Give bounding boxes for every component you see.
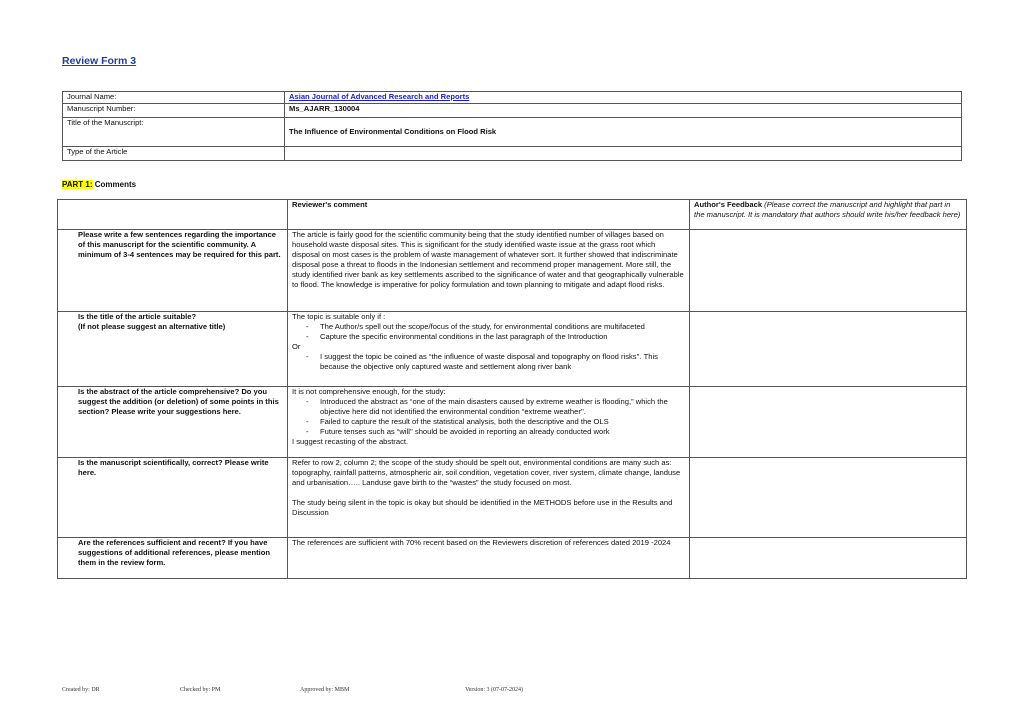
type-value	[285, 147, 962, 161]
type-label: Type of the Article	[63, 147, 285, 161]
table-row: Is the manuscript scientifically, correct? Please write here. Refer to row 2, column 2; the scope of the study should be spelt out, environmental conditions are many such as: topography, rainfall patterns, atmospheric air, soil condition, vegetation cover, river system, climate change, landuse and urbanisation….. Landuse gave birth to the “wastes” the study focused on most. The study being silent in the topic is okay but should be identified in the METHODS before use in the Results and Discussion	[58, 458, 967, 538]
author-feedback-cell[interactable]	[690, 458, 967, 538]
footer-approved: Approved by: MBM	[300, 687, 350, 693]
manuscript-info-table	[62, 91, 962, 161]
header-reviewer: Reviewer's comment	[288, 200, 690, 230]
author-feedback-cell[interactable]	[690, 538, 967, 579]
journal-label: Journal Name:	[63, 92, 285, 104]
number-label: Manuscript Number:	[63, 104, 285, 118]
author-feedback-cell[interactable]	[690, 230, 967, 312]
journal-link[interactable]: Asian Journal of Advanced Research and Reports	[289, 92, 470, 101]
comments-table	[57, 199, 967, 579]
author-feedback-cell[interactable]	[690, 312, 967, 387]
title-label: Title of the Manuscript:	[63, 118, 285, 147]
table-row: Is the abstract of the article comprehensive? Do you suggest the addition (or deletion) of some points in this section? Please write your suggestions here. It is not comprehensive enough, for the study: - Introduced the abstract as “one of the main disasters caused by extreme weather is flooding,” which the objective here did not identified the environmental condition “extreme weather''. - Failed to capture the result of the statistical analysis, both the descriptive and the OLS - Future tenses such as “will'' should be avoided in reporting an already conducted work I suggest recasting of the abstract.	[58, 387, 967, 458]
header-question	[58, 200, 288, 230]
footer-checked: Checked by: PM	[180, 687, 221, 693]
header-author: Author's Feedback (Please correct the manuscript and highlight that part in the manuscript. It is mandatory that authors should write his/her feedback here)	[690, 200, 967, 230]
footer-version: Version: 3 (07-07-2024)	[465, 687, 523, 693]
footer-created: Created by: DR	[62, 687, 100, 693]
number-value: Ms_AJARR_130004	[285, 104, 962, 118]
author-feedback-cell[interactable]	[690, 387, 967, 458]
table-row: Are the references sufficient and recent? If you have suggestions of additional references, please mention them in the review form. The references are sufficient with 70% recent based on the Reviewers discretion of references dated 2019 -2024	[58, 538, 967, 579]
form-title: Review Form 3	[62, 55, 137, 67]
table-row: Is the title of the article suitable? (If not please suggest an alternative title) The topic is suitable only if : - The Author/s spell out the scope/focus of the study, for environmental conditions are multifaceted - Capture the specific environmental conditions in the last paragraph of the Introduction Or - I suggest the topic be coined as “the influence of waste disposal and topography on flood risks''. This because the objective only captured waste and settlement along river bank	[58, 312, 967, 387]
part-heading: PART 1: Comments	[62, 180, 137, 189]
table-row: Please write a few sentences regarding the importance of this manuscript for the scientific community. A minimum of 3-4 sentences may be required for this part. The article is fairly good for the scientific community being that the study identified number of villages based on household waste disposal sites. This is significant for the study identified waste issue at the grass root which disposal on most cases is the problem of waste management of whatever sort. It further showed that indiscriminate disposal pose a threat to floods in the Indonesian settlement and recommend proper management. More still, the study identified river bank as key settlements ascribed to the significance of water and that geographically vulnerable to flood. The knowledge is imperative for policy formulation and town planning to mitigate and adapt flood risks.	[58, 230, 967, 312]
title-value: The Influence of Environmental Conditions on Flood Risk	[285, 118, 962, 147]
